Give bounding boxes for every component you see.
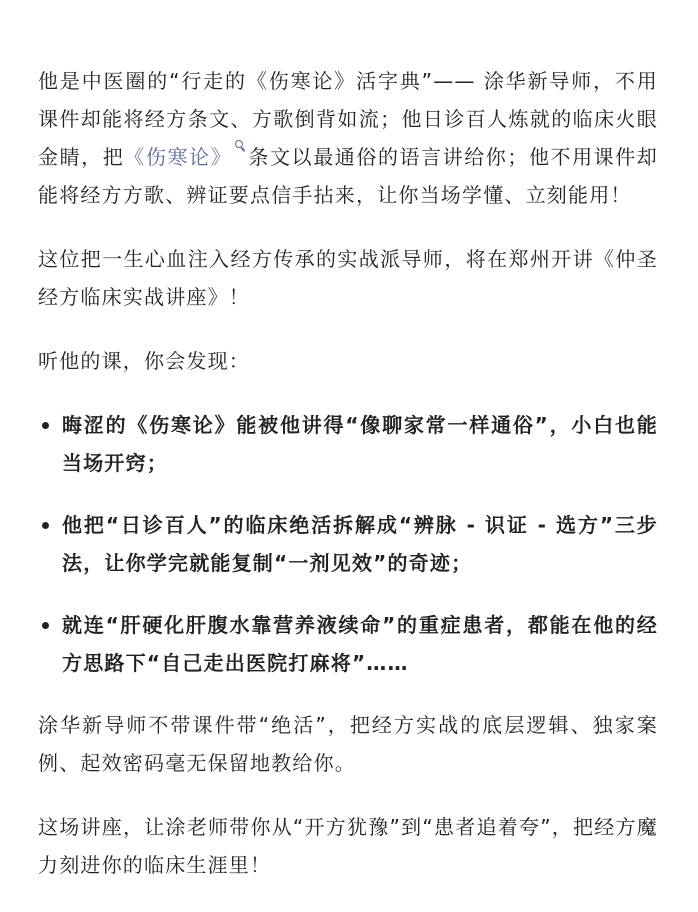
announcement-paragraph: 这位把一生心血注入经方传承的实战派导师，将在郑州开讲《仲圣经方临床实战讲座》！ <box>38 247 658 309</box>
closing-paragraph: 这场讲座，让涂老师带你从“开方犹豫”到“患者追着夸”，把经方魔力刻进你的临床生涯里！ <box>38 815 658 877</box>
highlight-item: 他把“日诊百人”的临床绝活拆解成“辨脉 - 识证 - 选方”三步法，让你学完就能复制“一剂见效”的奇迹； <box>38 506 658 582</box>
intro-text-before-link: 他是中医圈的“行走的《伤寒论》活字典”—— 涂华新导师，不用课件却能将经方条文、方歌倒背如流；他日诊百人炼就的临床火眼金睛，把 <box>38 69 658 169</box>
lead-in-paragraph: 听他的课，你会发现： <box>38 349 250 373</box>
highlight-item: 就连“肝硬化肝腹水靠营养液续命”的重症患者，都能在他的经方思路下“自己走出医院打麻将”…… <box>38 606 658 682</box>
intro-text-after-link: 条文以最通俗的语言讲给你；他不用课件却能将经方方歌、辨证要点信手拈来，让你当场学懂、立刻能用！ <box>38 145 658 207</box>
teaching-paragraph: 涂华新导师不带课件带“绝活”，把经方实战的底层逻辑、独家案例、起效密码毫无保留地教给你。 <box>38 713 658 775</box>
intro-paragraph <box>38 62 658 214</box>
shanghan-lun-link[interactable]: 《伤寒论》 <box>124 145 233 169</box>
search-icon[interactable] <box>232 138 246 158</box>
highlight-item: 晦涩的《伤寒论》能被他讲得“像聊家常一样通俗”，小白也能当场开窍； <box>38 406 658 482</box>
highlights-list <box>38 406 658 682</box>
